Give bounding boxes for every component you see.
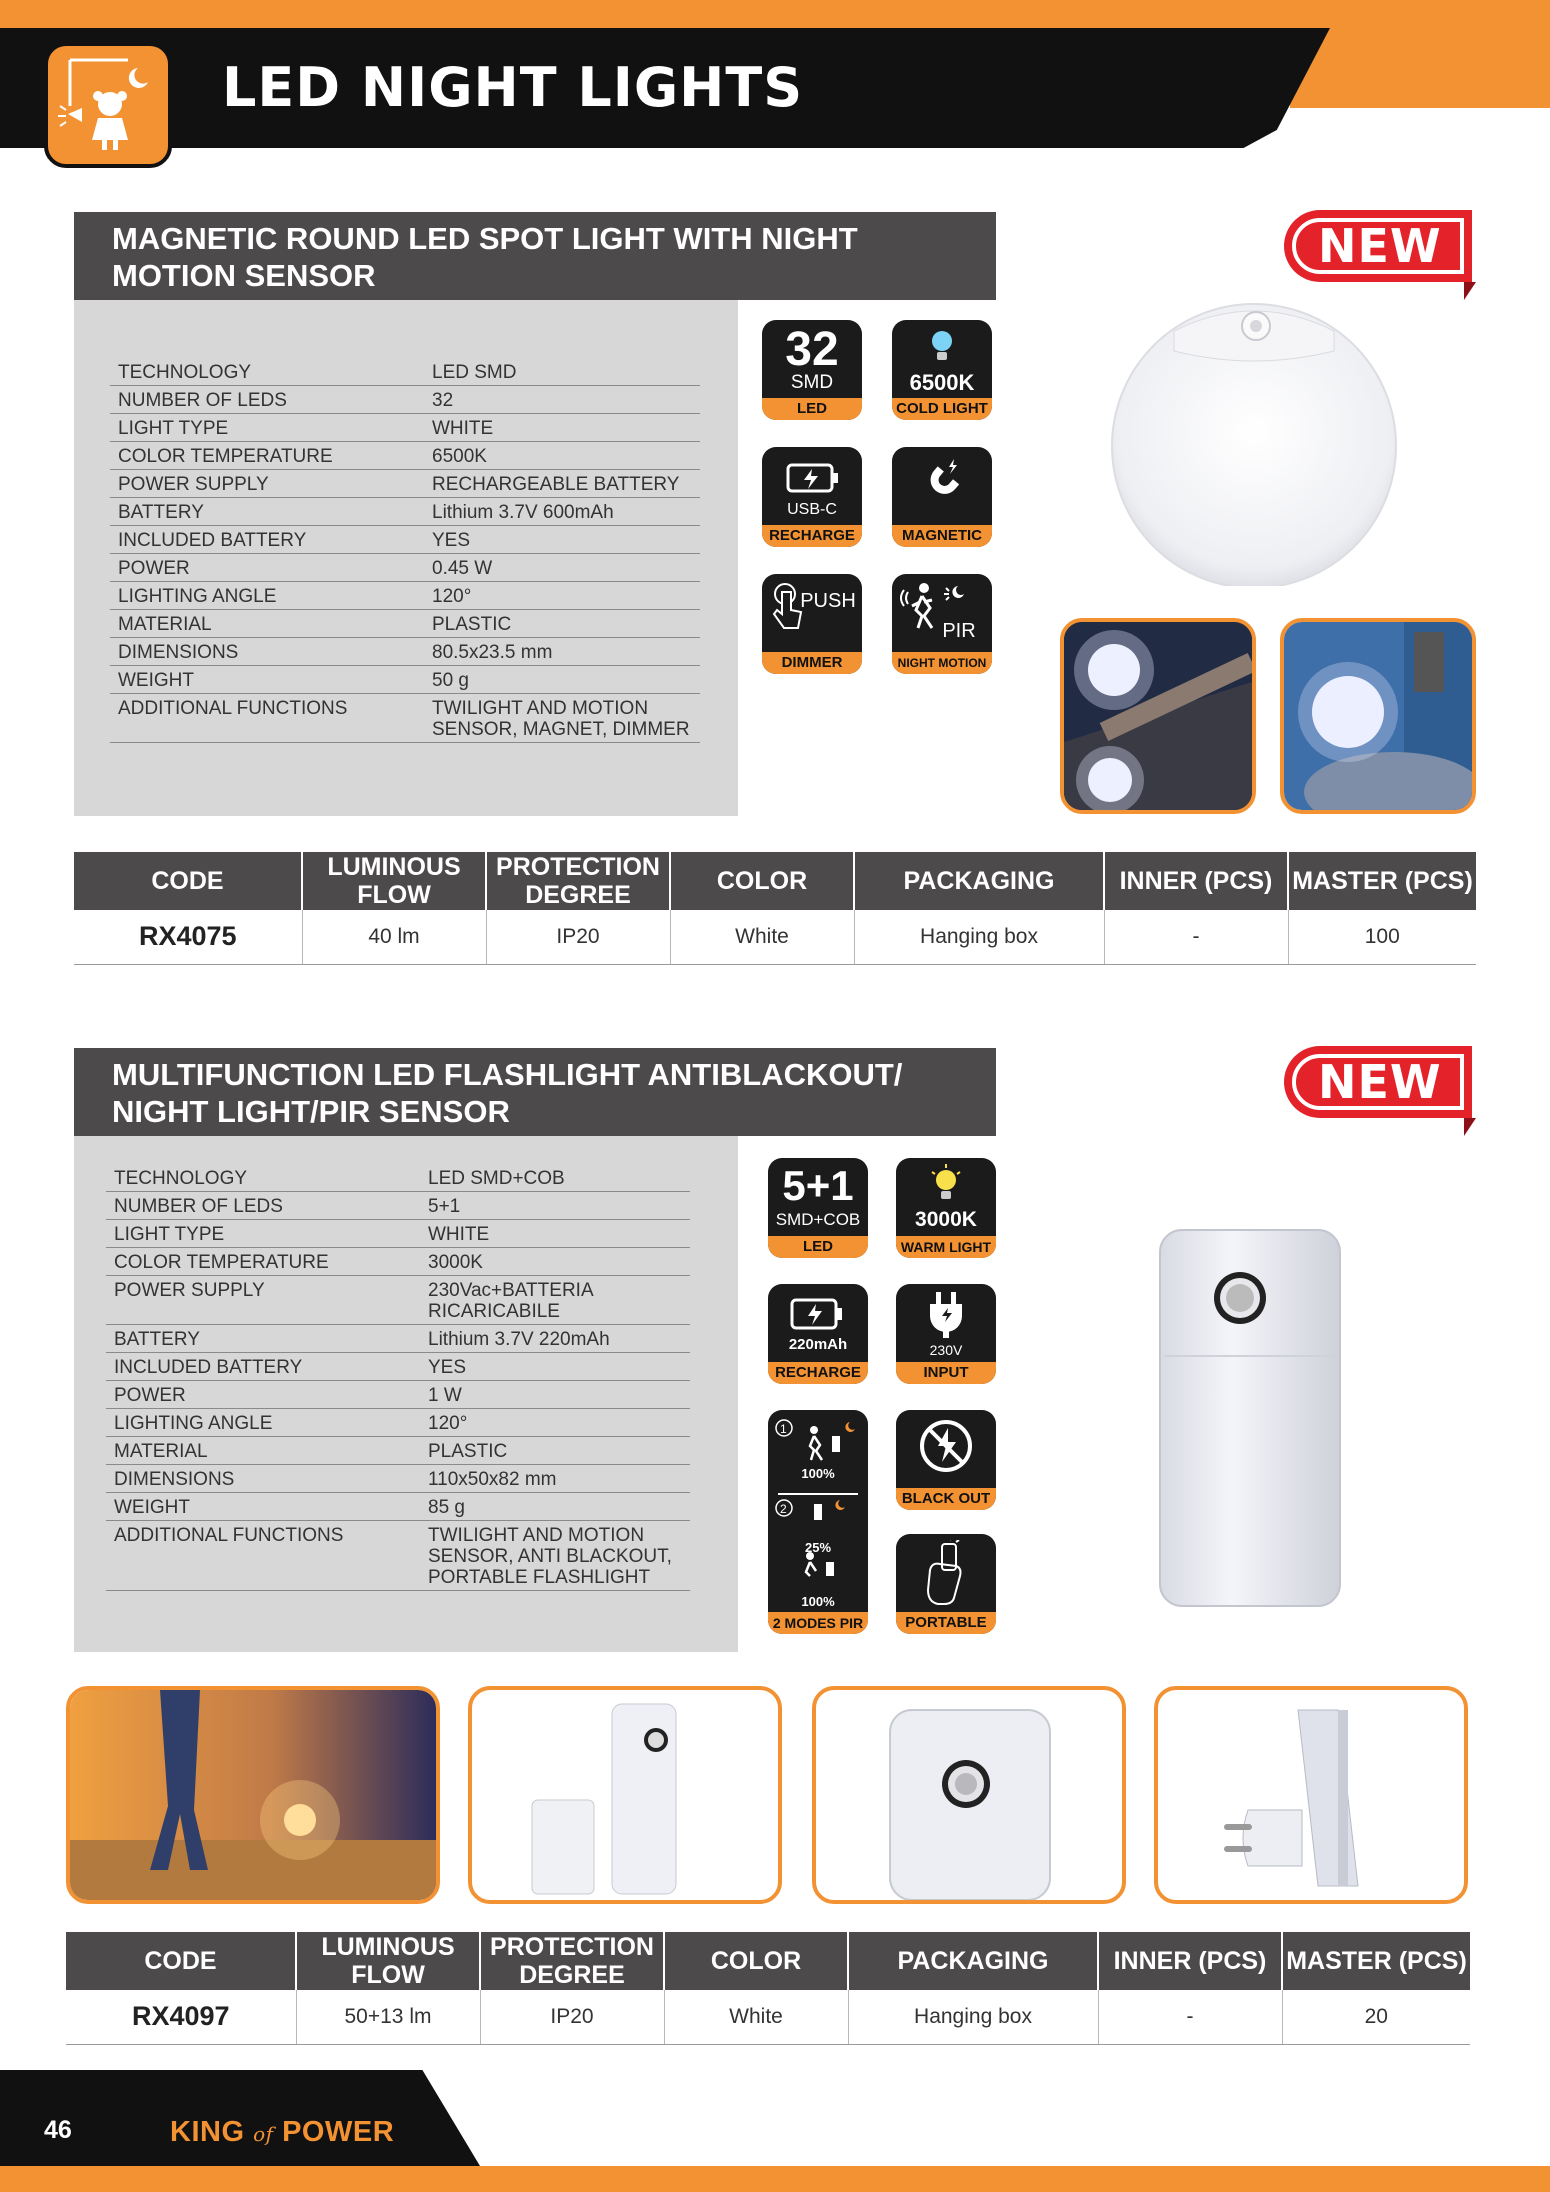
spec-value: 50 g <box>424 666 700 694</box>
spec-label: LIGHT TYPE <box>106 1220 420 1248</box>
spec-label: DIMENSIONS <box>106 1465 420 1493</box>
light-bulb-icon <box>928 328 956 364</box>
badge-32-smd-led <box>762 320 862 420</box>
spec-label: LIGHTING ANGLE <box>110 582 424 610</box>
spec-label: POWER <box>106 1381 420 1409</box>
badge-230v-input <box>896 1284 996 1384</box>
spec-row <box>110 470 700 498</box>
table-cell: 40 lm <box>302 910 486 964</box>
spec-row <box>110 666 700 694</box>
column-header: LUMINOUS FLOW <box>302 852 486 910</box>
badge-recharge-usbc <box>762 447 862 547</box>
spec-label: MATERIAL <box>110 610 424 638</box>
spec-value: 120° <box>424 582 700 610</box>
badge-led-type: SMD <box>790 372 834 393</box>
column-header: MASTER (PCS) <box>1282 1932 1470 1990</box>
badge-5plus1-led <box>768 1158 868 1258</box>
badge-push-dimmer <box>762 574 862 674</box>
new-tag <box>1284 1046 1476 1138</box>
product2-image <box>1150 1226 1350 1612</box>
column-header: INNER (PCS) <box>1104 852 1288 910</box>
spec-value: 32 <box>424 386 700 414</box>
spec-row <box>106 1437 690 1465</box>
spec-row <box>106 1409 690 1437</box>
product1-code-table <box>74 852 1476 965</box>
badge-magnetic <box>892 447 992 547</box>
badge-led-count: 5+1 <box>782 1162 854 1209</box>
spec-value: TWILIGHT AND MOTION SENSOR, ANTI BLACKOUT, PORTABLE FLASHLIGHT <box>420 1521 690 1591</box>
product2-photo-sensor-closeup <box>812 1686 1126 1904</box>
product1-title-line2: MOTION SENSOR <box>112 258 376 293</box>
spec-row <box>106 1521 690 1591</box>
table-cell: White <box>670 910 854 964</box>
spec-value: 80.5x23.5 mm <box>424 638 700 666</box>
page-title: LED NIGHT LIGHTS <box>222 56 804 119</box>
column-header: PACKAGING <box>848 1932 1098 1990</box>
spec-label: TECHNOLOGY <box>110 358 424 386</box>
mode1-level: 100% <box>801 1466 835 1481</box>
badge-led-type: SMD+COB <box>775 1210 861 1229</box>
spec-value: WHITE <box>424 414 700 442</box>
spec-value: PLASTIC <box>424 610 700 638</box>
product2-title-line1: MULTIFUNCTION LED FLASHLIGHT ANTIBLACKOUT/ <box>112 1057 903 1092</box>
spec-label: INCLUDED BATTERY <box>106 1353 420 1381</box>
battery-charge-icon <box>790 1296 846 1332</box>
pir-modes-icon <box>774 1416 862 1606</box>
product2-spec-panel <box>74 1136 738 1652</box>
badge-black-out <box>896 1410 996 1510</box>
spec-value: LED SMD+COB <box>420 1164 690 1192</box>
page-number: 46 <box>44 2116 72 2144</box>
badge-temp: 6500K <box>909 370 975 395</box>
spec-row <box>106 1353 690 1381</box>
spec-row <box>110 358 700 386</box>
table-cell: Hanging box <box>854 910 1104 964</box>
table-cell: 20 <box>1282 1990 1470 2044</box>
spec-value: Lithium 3.7V 220mAh <box>420 1325 690 1353</box>
product2-title <box>74 1048 996 1136</box>
spec-row <box>110 638 700 666</box>
badge-cold-light <box>892 320 992 420</box>
badge-pir: PIR <box>942 620 976 642</box>
product2-photo-hallway <box>66 1686 440 1904</box>
table-cell: 100 <box>1288 910 1476 964</box>
new-tag <box>1284 210 1476 302</box>
spec-label: ADDITIONAL FUNCTIONS <box>106 1521 420 1591</box>
product-code: RX4075 <box>74 910 302 964</box>
product2-title-line2: NIGHT LIGHT/PIR SENSOR <box>112 1094 510 1129</box>
spec-label: POWER <box>110 554 424 582</box>
column-header: COLOR <box>670 852 854 910</box>
svg-text:2: 2 <box>780 1502 787 1516</box>
new-label: NEW <box>1318 219 1442 273</box>
spec-value: PLASTIC <box>420 1437 690 1465</box>
product1-title <box>74 212 996 300</box>
spec-label: BATTERY <box>106 1325 420 1353</box>
spec-row <box>110 526 700 554</box>
spec-label: LIGHT TYPE <box>110 414 424 442</box>
product1-title-line1: MAGNETIC ROUND LED SPOT LIGHT WITH NIGHT <box>112 221 858 256</box>
badge-voltage: 230V <box>929 1342 963 1358</box>
product2-photo-with-flashlight <box>468 1686 782 1904</box>
badge-caption: NIGHT MOTION <box>892 652 992 674</box>
spec-value: 6500K <box>424 442 700 470</box>
brand-word-1: KING <box>170 2116 245 2148</box>
spec-label: INCLUDED BATTERY <box>110 526 424 554</box>
spec-label: LIGHTING ANGLE <box>106 1409 420 1437</box>
badge-caption: MAGNETIC <box>892 525 992 547</box>
spec-value: LED SMD <box>424 358 700 386</box>
spec-label: COLOR TEMPERATURE <box>106 1248 420 1276</box>
spec-value: 3000K <box>420 1248 690 1276</box>
badge-led-count: 32 <box>785 323 839 376</box>
spec-row <box>106 1381 690 1409</box>
brand-logo <box>170 2116 394 2149</box>
mode2-level-b: 100% <box>801 1594 835 1609</box>
badge-caption: COLD LIGHT <box>892 398 992 420</box>
spec-value: 230Vac+BATTERIA RICARICABILE <box>420 1276 690 1325</box>
table-cell: Hanging box <box>848 1990 1098 2044</box>
table-cell: IP20 <box>486 910 670 964</box>
light-bulb-icon <box>928 1162 964 1206</box>
badge-capacity: 220mAh <box>788 1336 848 1353</box>
top-right-orange-block <box>1290 0 1550 108</box>
spec-row <box>106 1248 690 1276</box>
svg-text:1: 1 <box>780 1422 787 1436</box>
spec-label: DIMENSIONS <box>110 638 424 666</box>
magnet-icon <box>914 455 970 513</box>
hand-flashlight-icon <box>922 1540 970 1606</box>
spec-row <box>106 1325 690 1353</box>
badge-temp: 3000K <box>915 1208 977 1231</box>
spec-row <box>106 1220 690 1248</box>
mode2-level-a: 25% <box>804 1540 832 1555</box>
spec-value: 0.45 W <box>424 554 700 582</box>
battery-charge-icon <box>786 461 840 495</box>
badge-pir-night-motion <box>892 574 992 674</box>
column-header: PACKAGING <box>854 852 1104 910</box>
column-header: INNER (PCS) <box>1098 1932 1282 1990</box>
spec-value: Lithium 3.7V 600mAh <box>424 498 700 526</box>
column-header: MASTER (PCS) <box>1288 852 1476 910</box>
plug-icon <box>926 1290 966 1340</box>
spec-value: 120° <box>420 1409 690 1437</box>
spec-label: WEIGHT <box>110 666 424 694</box>
spec-row <box>110 554 700 582</box>
spec-label: TECHNOLOGY <box>106 1164 420 1192</box>
badge-caption: WARM LIGHT <box>896 1236 996 1258</box>
badge-caption: RECHARGE <box>768 1362 868 1384</box>
spec-label: COLOR TEMPERATURE <box>110 442 424 470</box>
spec-row <box>106 1493 690 1521</box>
spec-label: WEIGHT <box>106 1493 420 1521</box>
product2-spec-table <box>106 1164 690 1591</box>
blackout-icon <box>918 1418 974 1474</box>
spec-label: BATTERY <box>110 498 424 526</box>
spec-row <box>106 1192 690 1220</box>
footer-orange-strip <box>0 2166 1550 2192</box>
brand-word-2: POWER <box>282 2116 395 2148</box>
badge-portable <box>896 1534 996 1634</box>
spec-label: MATERIAL <box>106 1437 420 1465</box>
badge-recharge-220mah <box>768 1284 868 1384</box>
spec-row <box>110 386 700 414</box>
product2-code-table <box>66 1932 1470 2045</box>
spec-row <box>110 610 700 638</box>
spec-row <box>106 1465 690 1493</box>
spec-row <box>110 442 700 470</box>
badge-caption: LED <box>762 398 862 420</box>
badge-caption: 2 MODES PIR <box>768 1612 868 1634</box>
spec-label: POWER SUPPLY <box>110 470 424 498</box>
table-cell: - <box>1104 910 1288 964</box>
spec-row <box>110 582 700 610</box>
spec-value: YES <box>420 1353 690 1381</box>
column-header: CODE <box>74 852 302 910</box>
badge-caption: DIMMER <box>762 652 862 674</box>
spec-row <box>106 1276 690 1325</box>
badge-caption: PORTABLE <box>896 1612 996 1634</box>
column-header: COLOR <box>664 1932 848 1990</box>
spec-value: RECHARGEABLE BATTERY <box>424 470 700 498</box>
brand-word-of: of <box>253 2122 274 2146</box>
spec-value: 110x50x82 mm <box>420 1465 690 1493</box>
spec-value: WHITE <box>420 1220 690 1248</box>
table-cell: IP20 <box>480 1990 664 2044</box>
spec-row <box>110 414 700 442</box>
column-header: PROTECTION DEGREE <box>486 852 670 910</box>
product1-spec-panel <box>74 300 738 816</box>
spec-row <box>110 694 700 743</box>
product-code: RX4097 <box>66 1990 296 2044</box>
badge-usbc: USB-C <box>787 501 837 518</box>
spec-row <box>110 498 700 526</box>
table-cell: White <box>664 1990 848 2044</box>
spec-label: ADDITIONAL FUNCTIONS <box>110 694 424 743</box>
badge-caption: LED <box>768 1236 868 1258</box>
badge-warm-light <box>896 1158 996 1258</box>
product2-photo-side-plug <box>1154 1686 1468 1904</box>
column-header: LUMINOUS FLOW <box>296 1932 480 1990</box>
column-header: PROTECTION DEGREE <box>480 1932 664 1990</box>
table-cell: 50+13 lm <box>296 1990 480 2044</box>
badge-caption: BLACK OUT <box>896 1488 996 1510</box>
badge-caption: RECHARGE <box>762 525 862 547</box>
spec-value: 1 W <box>420 1381 690 1409</box>
product1-photo-bathroom <box>1280 618 1476 814</box>
spec-value: YES <box>424 526 700 554</box>
column-header: CODE <box>66 1932 296 1990</box>
table-cell: - <box>1098 1990 1282 2044</box>
spec-label: NUMBER OF LEDS <box>106 1192 420 1220</box>
product1-photo-stairs <box>1060 618 1256 814</box>
new-label: NEW <box>1318 1055 1442 1109</box>
badge-2-modes-pir <box>768 1410 868 1634</box>
product1-image <box>1104 296 1404 586</box>
spec-label: POWER SUPPLY <box>106 1276 420 1325</box>
night-child-lamp-icon <box>44 42 172 168</box>
spec-value: 5+1 <box>420 1192 690 1220</box>
badge-push: PUSH <box>800 590 856 612</box>
spec-label: NUMBER OF LEDS <box>110 386 424 414</box>
badge-caption: INPUT <box>896 1362 996 1384</box>
spec-value: TWILIGHT AND MOTION SENSOR, MAGNET, DIMMER <box>424 694 700 743</box>
product1-spec-table <box>110 358 700 743</box>
spec-row <box>106 1164 690 1192</box>
spec-value: 85 g <box>420 1493 690 1521</box>
